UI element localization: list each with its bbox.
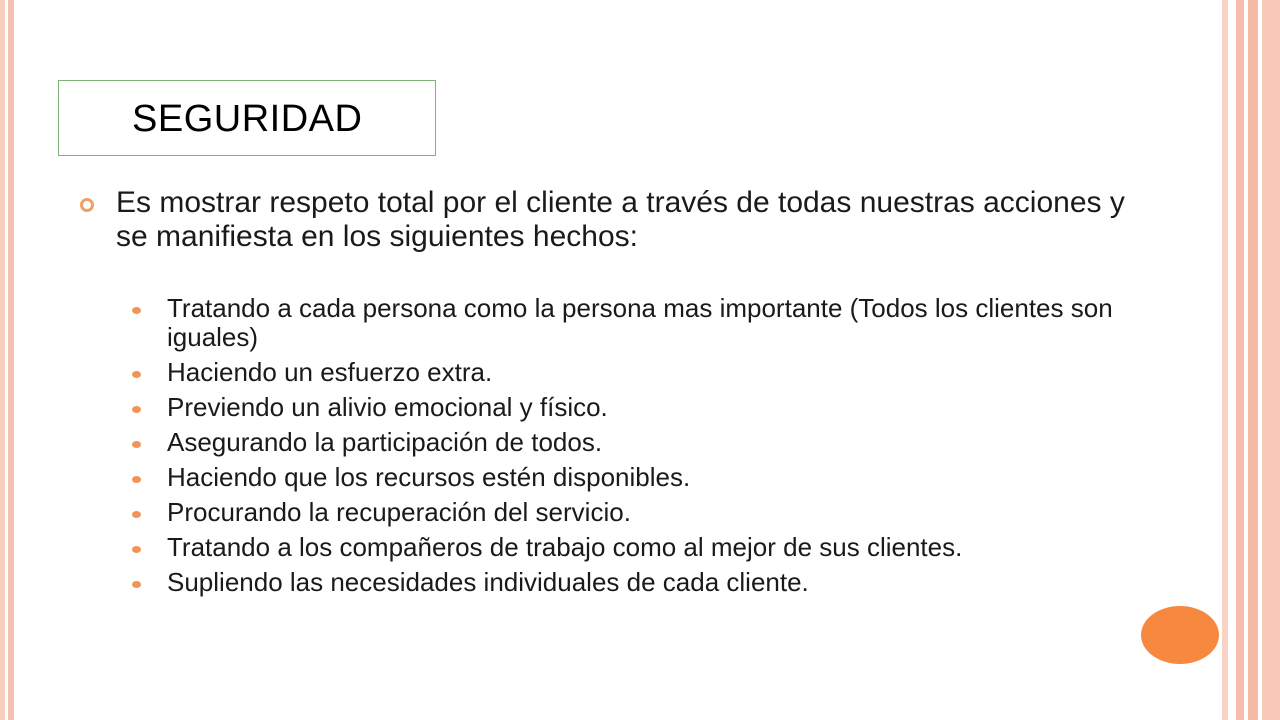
bullet-dot-icon <box>132 307 141 314</box>
list-item-text: Tratando a cada persona como la persona mas importante (Todos los clientes son iguales) <box>167 293 1113 352</box>
orange-circle-decoration <box>1141 606 1219 664</box>
bullet-dot-icon <box>132 581 141 588</box>
title-box <box>58 80 436 156</box>
bullet-dot-icon <box>132 441 141 448</box>
list-item <box>132 294 1132 352</box>
sub-bullet-list <box>132 294 1132 603</box>
right-decorative-stripe <box>1262 0 1280 720</box>
list-item-text: Asegurando la participación de todos. <box>167 427 603 457</box>
list-item-text: Haciendo que los recursos estén disponibles. <box>167 462 691 492</box>
list-item <box>132 498 1132 527</box>
left-decorative-stripe <box>0 0 5 720</box>
list-item <box>132 533 1132 562</box>
right-decorative-stripe <box>1222 0 1228 720</box>
list-item-text: Previendo un alivio emocional y físico. <box>167 392 608 422</box>
bullet-dot-icon <box>132 476 141 483</box>
list-item <box>132 393 1132 422</box>
list-item <box>132 428 1132 457</box>
left-decorative-stripe <box>8 0 14 720</box>
right-decorative-stripe <box>1236 0 1244 720</box>
list-item-text: Haciendo un esfuerzo extra. <box>167 357 493 387</box>
list-item <box>132 568 1132 597</box>
bullet-dot-icon <box>132 546 141 553</box>
main-point-text: Es mostrar respeto total por el cliente a través de todas nuestras acciones y se manifiesta en los siguientes hechos: <box>116 186 1125 253</box>
bullet-dot-icon <box>132 511 141 518</box>
bullet-dot-icon <box>132 371 141 378</box>
list-item-text: Supliendo las necesidades individuales de cada cliente. <box>167 567 809 597</box>
list-item-text: Tratando a los compañeros de trabajo como al mejor de sus clientes. <box>167 532 963 562</box>
list-item <box>132 463 1132 492</box>
list-item <box>132 358 1132 387</box>
slide-title: SEGURIDAD <box>132 98 363 140</box>
right-decorative-stripe <box>1248 0 1258 720</box>
bullet-dot-icon <box>132 406 141 413</box>
hollow-circle-bullet-icon <box>80 198 94 212</box>
list-item-text: Procurando la recuperación del servicio. <box>167 497 631 527</box>
